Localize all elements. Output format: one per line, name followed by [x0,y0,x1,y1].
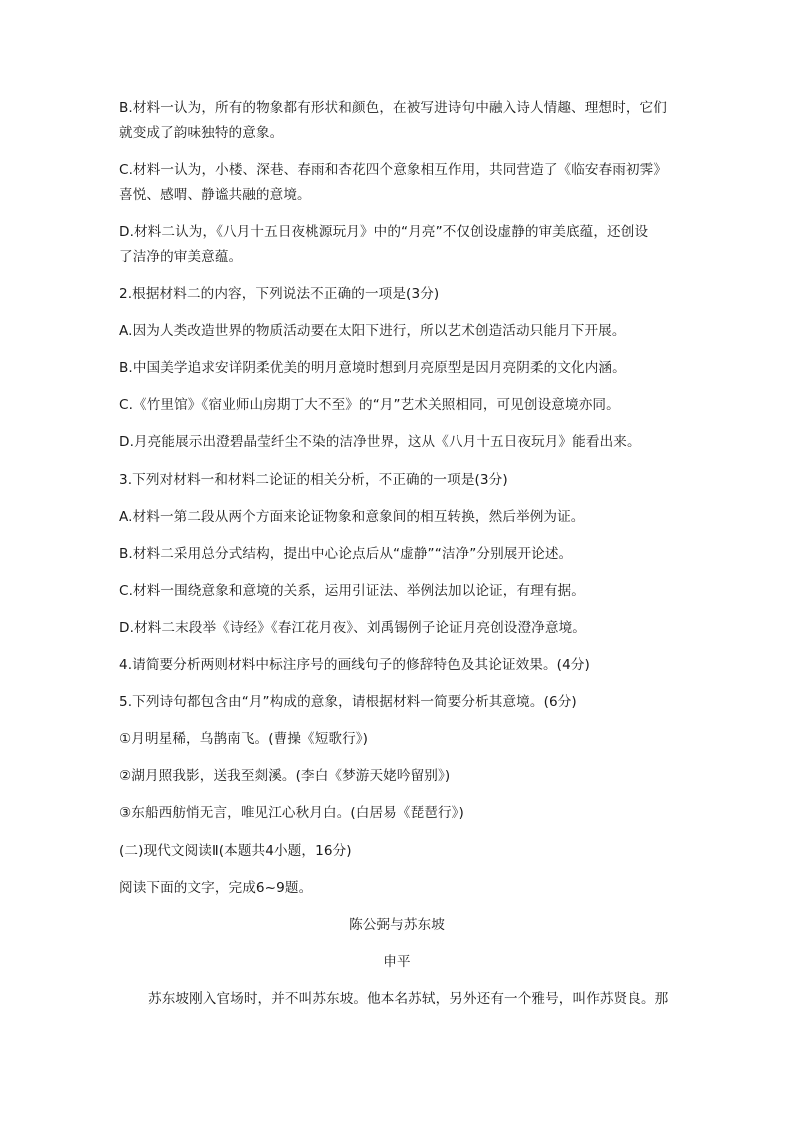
q2-option-b: B.中国美学追求安详阴柔优美的明月意境时想到月亮原型是因月亮阴柔的文化内涵。 [119,360,626,376]
poem-line-3: ③东船西舫悄无言，唯见江心秋月白。(白居易《琵琶行》) [119,805,464,821]
q3-option-d: D.材料二末段举《诗经》《春江花月夜》、刘禹锡例子论证月亮创设澄净意境。 [119,620,586,636]
question-3: 3.下列对材料一和材料二论证的相关分析，不正确的一项是(3分) [119,472,508,488]
q2-option-c: C.《竹里馆》《宿业师山房期丁大不至》的“月”艺术关照相同，可见创设意境亦同。 [119,397,620,413]
question-5: 5.下列诗句都包含由“月”构成的意象，请根据材料一简要分析其意境。(6分) [119,694,577,710]
question-4: 4.请简要分析两则材料中标注序号的画线句子的修辞特色及其论证效果。(4分) [119,657,590,673]
q3-option-a: A.材料一第二段从两个方面来论证物象和意象间的相互转换，然后举例为证。 [119,509,585,525]
poem-line-2: ②湖月照我影，送我至剡溪。(李白《梦游天姥吟留别》) [119,768,451,784]
q2-option-d: D.月亮能展示出澄碧晶莹纤尘不染的洁净世界，这从《八月十五日夜玩月》能看出来。 [119,434,641,450]
q2-option-a: A.因为人类改造世界的物质活动要在太阳下进行，所以艺术创造活动只能月下开展。 [119,323,626,339]
option-d-line1: D.材料二认为，《八月十五日夜桃源玩月》中的“月亮”不仅创设虚静的审美底蕴，还创设 [119,224,649,240]
option-b-line1: B.材料一认为，所有的物象都有形状和颜色，在被写进诗句中融入诗人情趣、理想时，它们 [119,100,667,116]
reading-instruction: 阅读下面的文字，完成6~9题。 [119,880,313,896]
article-title: 陈公弼与苏东坡 [349,917,445,933]
article-paragraph-1: 苏东坡刚入官场时，并不叫苏东坡。他本名苏轼，另外还有一个雅号，叫作苏贤良。那 [148,991,669,1007]
option-b-line2: 就变成了韵味独特的意象。 [119,125,284,141]
poem-line-1: ①月明星稀，乌鹊南飞。(曹操《短歌行》) [119,731,369,747]
q3-option-b: B.材料二采用总分式结构，提出中心论点后从“虚静”“洁净”分别展开论述。 [119,546,573,562]
q3-option-c: C.材料一围绕意象和意境的关系，运用引证法、举例法加以论证，有理有据。 [119,583,585,599]
article-author: 申平 [383,954,411,970]
option-d-line2: 了洁净的审美意蕴。 [119,249,243,265]
section-heading: (二)现代文阅读Ⅱ(本题共4小题，16分) [119,843,352,859]
question-2: 2.根据材料二的内容，下列说法不正确的一项是(3分) [119,286,440,302]
option-c-line1: C.材料一认为，小楼、深巷、春雨和杏花四个意象相互作用，共同营造了《临安春雨初霁》 [119,162,668,178]
option-c-line2: 喜悦、感喟、静谧共融的意境。 [119,187,311,203]
